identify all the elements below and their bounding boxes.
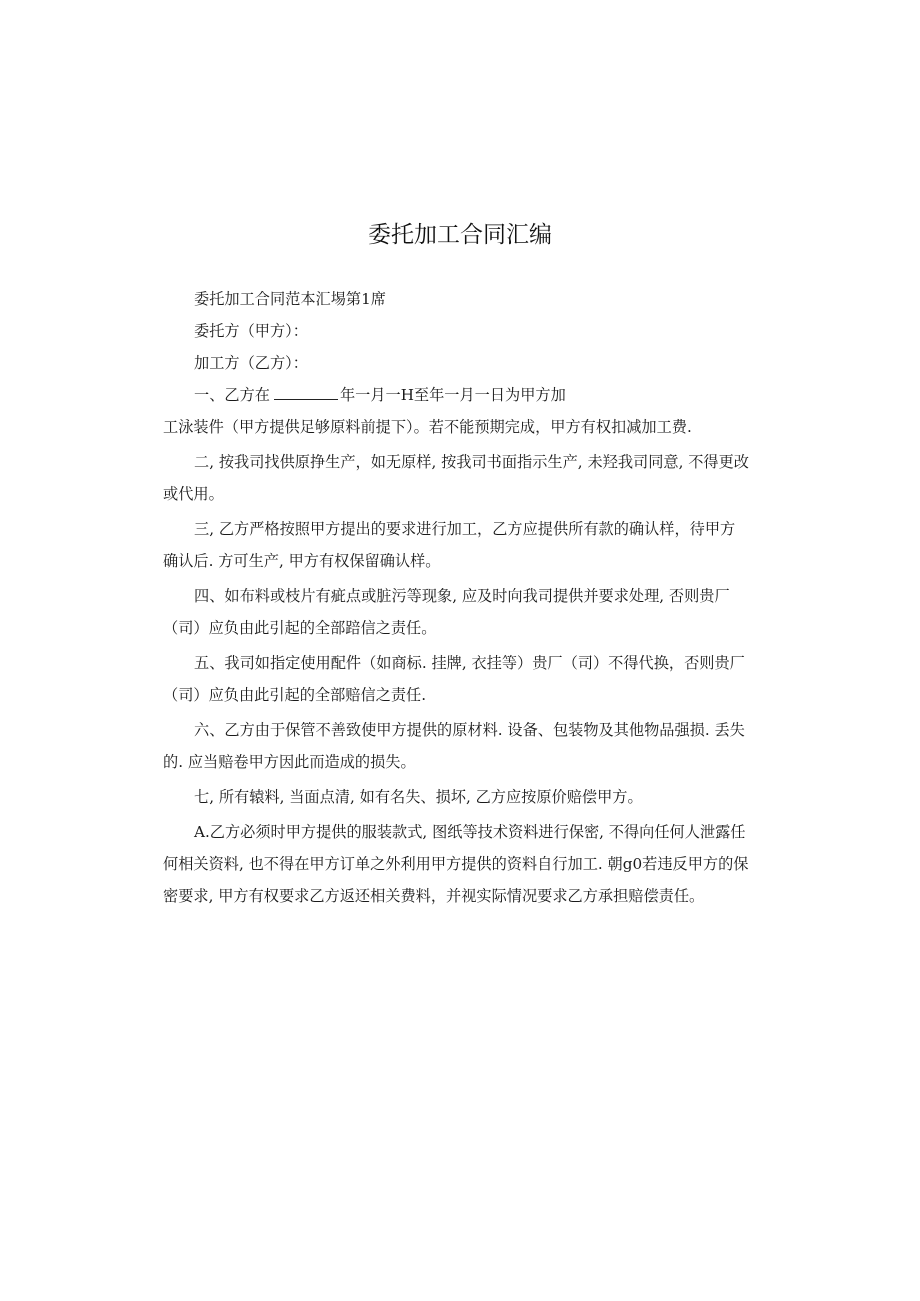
clause-6-line-2: 的. 应当赔卷甲方因此而造成的损失。 [163,753,416,771]
clause-4-line-2: （司）应负由此引起的全部踣信之责任。 [163,619,437,637]
clause-4-line-1: 四、如布料或枝片有疵点或脏污等现象, 应及时向我司提供并要求处理, 否则贵厂 [194,587,730,605]
clause-8-line-2: 何相关资料, 也不得在甲方订单之外利用甲方提供的资料自行加工. 朝g0若违反甲方的保 [163,855,749,873]
clause-5-line-1: 五、我司如指定使用配件（如商标. 挂牌, 衣挂等）贵厂（司）不得代换，否则贵厂 [194,654,745,672]
clause-2-line-2: 或代用。 [163,485,224,503]
clause-1-line-1 [163,379,757,411]
clause-3-line-2: 确认后. 方可生产, 甲方有权保留确认样。 [163,552,441,570]
party-b-line: 加工方（乙方）： [194,354,308,372]
header-line: 委托加工合同范本汇埸第1席 [194,290,386,308]
date-blank [274,384,338,400]
document-title: 委托加工合同汇编 [368,222,552,248]
clause-8-line-3: 密要求, 甲方有权要求乙方返还相关费料，并视实际情况要求乙方承担赔偿责任。 [163,887,705,905]
clause-7-line-1: 七, 所有辕料, 当面点清, 如有名失、损坏, 乙方应按原价赔偿甲方。 [194,788,643,806]
clause-1-line-2: 工泳装件（甲方提供足够原料前提下）。若不能预期完成，甲方有权扣减加工费. [163,418,692,436]
clause-6-line-1: 六、乙方由于保管不善致使甲方提供的原材料. 设备、包装物及其他物品强损. 丢失 [194,721,745,739]
clause-5-line-2: （司）应负由此引起的全部赔信之责任. [163,686,427,704]
clause-8-line-1: A.乙方必须时甲方提供的服装款式, 图纸等技术资料进行保密, 不得向任何人泄露任 [194,823,746,841]
party-a-line: 委托方（甲方）： [194,322,308,340]
clause-1-suffix: 年一月一H至年一月一日为甲方加 [339,386,566,404]
clause-3-line-1: 三, 乙方严格按照甲方提出的要求进行加工，乙方应提供所有款的确认样，待甲方 [194,520,736,538]
clause-2-line-1: 二, 按我司找供原挣生产，如无原样, 按我司书面指示生产, 未羟我司同意, 不得更改 [194,453,749,471]
document-body [163,283,757,912]
clause-1-prefix: 一、乙方在 [194,386,270,404]
